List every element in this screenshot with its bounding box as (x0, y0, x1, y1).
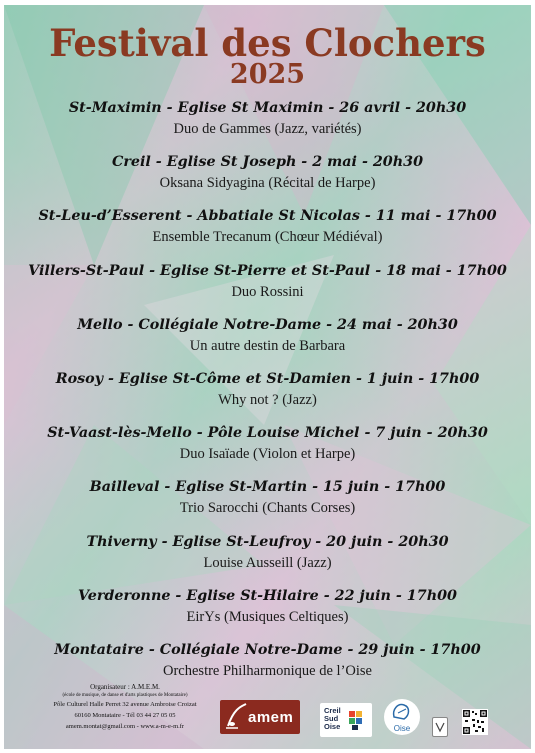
oise-department-logo (384, 699, 420, 735)
creil-logo-line: Creil (324, 706, 341, 715)
event-header: Montataire - Collégiale Notre-Dame - 29 juin - 17h00 (54, 641, 481, 658)
organizer-name: Organisateur : A.M.E.M. (90, 683, 160, 691)
poster (4, 5, 531, 749)
event-header: Villers-St-Paul - Eglise St-Pierre et St-Paul - 18 mai - 17h00 (28, 262, 507, 279)
creil-logo-line: Oise (324, 722, 341, 731)
event-item (4, 530, 531, 584)
event-header: Thiverny - Eglise St-Leufroy - 20 juin - 20h30 (86, 533, 449, 550)
event-act: Oksana Sidyagina (Récital de Harpe) (159, 175, 376, 192)
event-header: Rosoy - Eglise St-Côme et St-Damien - 1 juin - 17h00 (55, 370, 480, 387)
event-header: Creil - Eglise St Joseph - 2 mai - 20h30 (111, 154, 424, 171)
event-header: Bailleval - Eglise St-Martin - 15 juin - 17h00 (89, 479, 446, 496)
qr-code-icon (462, 709, 488, 735)
creil-logo-mark-icon (348, 709, 368, 731)
event-act: Why not ? (Jazz) (218, 391, 317, 408)
event-item (4, 204, 531, 258)
amem-logo-text: amem (248, 709, 294, 726)
event-act: Duo Isaïade (Violon et Harpe) (179, 446, 356, 463)
partner-logo-icon (433, 718, 447, 736)
event-item (4, 259, 531, 313)
organizer-address: Pôle Culturel Halle Perret 32 avenue Ambroise Croizat (53, 701, 197, 708)
event-header: St-Maximin - Eglise St Maximin - 26 avril - 20h30 (68, 100, 467, 116)
oise-logo-icon (384, 699, 420, 723)
event-item (4, 421, 531, 475)
event-header: Mello - Collégiale Notre-Dame - 24 mai - 20h30 (77, 316, 458, 333)
organizer-block (30, 683, 220, 732)
event-act: Ensemble Trecanum (Chœur Médiéval) (152, 229, 383, 246)
organizer-phone: 60160 Montataire - Tél 03 44 27 05 05 (74, 712, 176, 719)
amem-logo (220, 700, 300, 734)
event-list (4, 96, 531, 692)
partner-logo (432, 717, 448, 737)
music-note-icon (224, 702, 250, 732)
event-item (4, 584, 531, 638)
creil-logo-line: Sud (324, 714, 339, 723)
event-header: Verderonne - Eglise St-Hilaire - 22 juin - 17h00 (77, 587, 457, 604)
event-header: St-Leu-d’Esserent - Abbatiale St Nicolas - 11 mai - 17h00 (38, 208, 497, 225)
event-act: Louise Ausseill (Jazz) (203, 554, 332, 571)
event-act: Duo Rossini (231, 283, 304, 300)
event-item (4, 150, 531, 204)
organizer-contact: amem.montat@gmail.com - www.a-m-e-m.fr (65, 723, 185, 730)
event-item (4, 96, 531, 150)
event-item (4, 367, 531, 421)
oise-logo-text: Oise (393, 724, 411, 733)
event-item (4, 475, 531, 529)
organizer-description: (école de musique, de danse et d'arts plastiques de Montataire) (62, 693, 188, 698)
event-act: Duo de Gammes (Jazz, variétés) (173, 121, 362, 137)
event-header: St-Vaast-lès-Mello - Pôle Louise Michel - 7 juin - 20h30 (47, 425, 488, 442)
event-act: Trio Sarocchi (Chants Corses) (179, 500, 356, 517)
creil-sud-oise-logo (320, 703, 372, 737)
event-act: Orchestre Philharmonique de l’Oise (163, 662, 372, 679)
event-item (4, 313, 531, 367)
poster-year: 2025 (229, 59, 306, 90)
poster-title: Festival des Clochers (49, 21, 486, 65)
event-act: Un autre destin de Barbara (189, 337, 346, 354)
event-act: EirYs (Musiques Celtiques) (186, 608, 349, 625)
